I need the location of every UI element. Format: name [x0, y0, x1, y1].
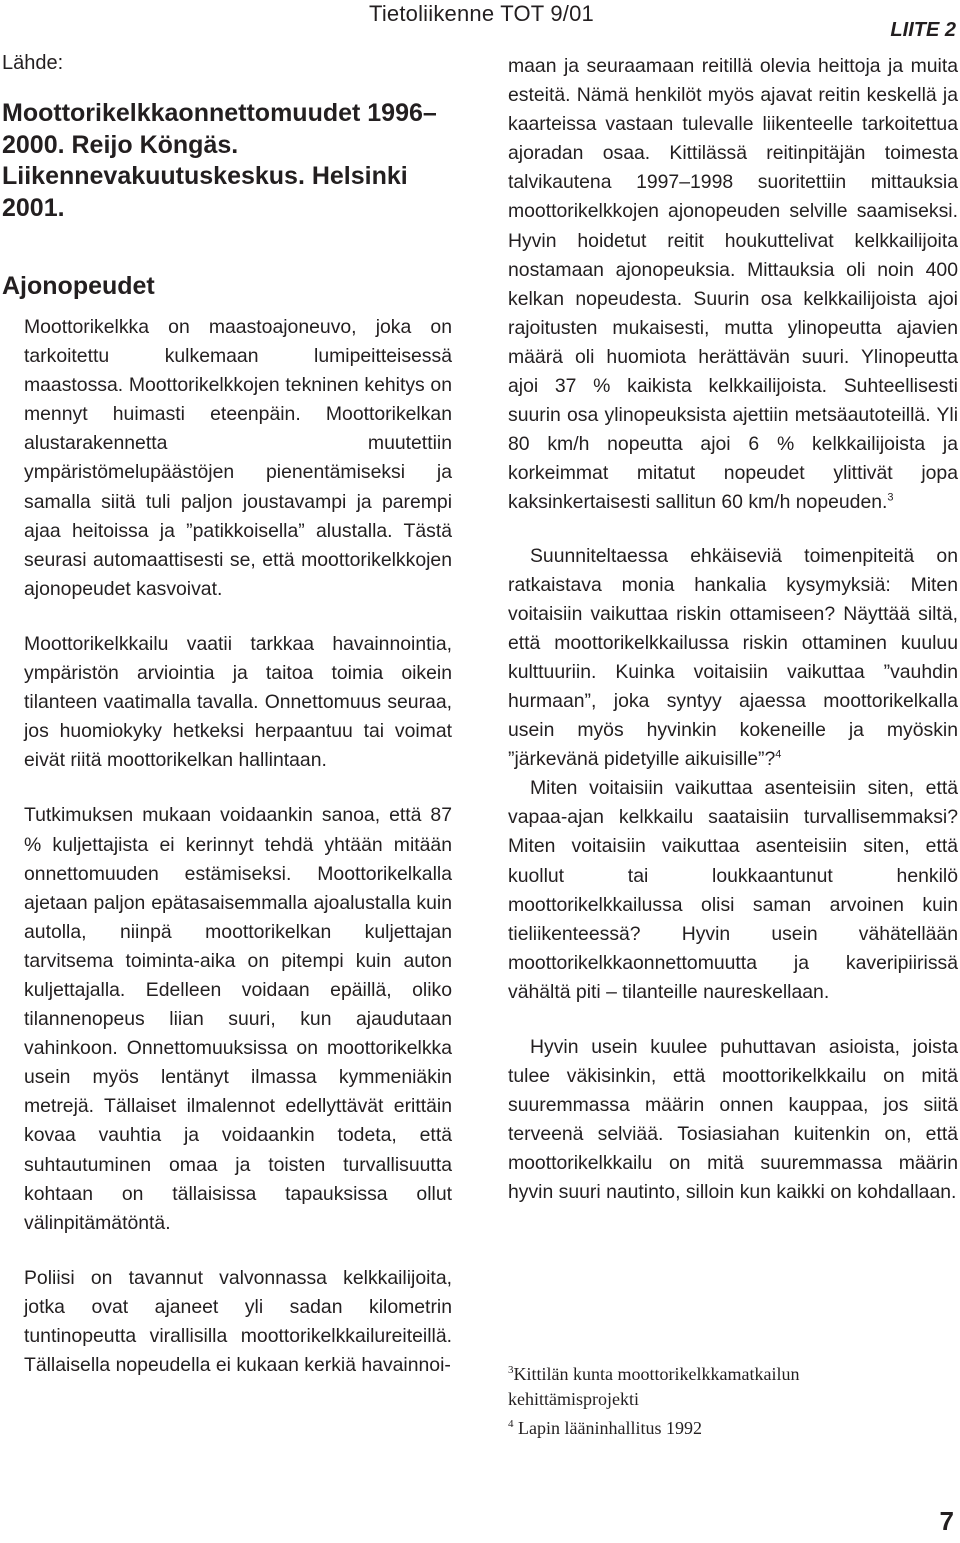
footnote-3	[508, 1358, 858, 1412]
footnote-4-mark: 4	[508, 1418, 514, 1430]
right-paragraph-3: Miten voitaisiin vaikuttaa asenteisiin siten, että vapaa-ajan kelkkailu saataisiin turvallisemmaksi? Miten voitaisiin vaikuttaa asenteisiin siten, että kuollut tai loukkaantunut henkilö moottorikelkkailussa olisi saman arvoinen kuin tieliikenteessä? Hyvin usein vähätellään moottorikelkkaonnettomuutta ja kaveripiirissä vähältä piti – tilanteille naureskellaan.	[508, 777, 958, 1003]
footnote-4-text: Lapin lääninhallitus 1992	[518, 1418, 702, 1438]
page-number: 7	[939, 1506, 954, 1536]
footnote-3-text: Kittilän kunta moottorikelkkamatkailun kehittämisprojekti	[508, 1364, 800, 1409]
footnote-4	[508, 1412, 858, 1441]
right-paragraph-4: Hyvin usein kuulee puhuttavan asioista, joista tulee väkisinkin, että moottorikelkkailu on mitä suuremmassa määrin onnen kauppaa, jos siitä terveenä selviää. Tosiasiahan kuitenkin on, että moottorikelkkailu on mitä suuremmassa määrin hyvin suuri nautinto, silloin kun kaikki on kohdallaan.	[508, 1036, 958, 1204]
appendix-label: LIITE 2	[890, 19, 956, 41]
running-header-title: Tietoliikenne TOT 9/01	[369, 1, 594, 26]
left-column	[2, 50, 452, 1380]
left-paragraph-3: Tutkimuksen mukaan voidaankin sanoa, että 87 % kuljettajista ei kerinnyt tehdä yhtään mitään onnettomuuden estämiseksi. Moottorikelkalla ajetaan paljon epätasaisemmalla ajoalustalla kuin autolla, niinpä moottorikelkan kuljettajan tarvitsema toiminta-aika on pitempi kuin auton kuljettajalla. Edelleen voidaan epäillä, oliko tilannenopeus liian suuri, kun ajaudutaan vahinkoon. Onnettomuuksissa on moottorikelkka usein myös lentänyt ilmassa kymmeniäkin metrejä. Tällaiset ilmalennot edellyttävät erittäin kovaa vauhtia ja voidaankin todeta, että suhtautuminen omaa ja toisten turvallisuutta kohtaan on tällaisissa tapauksissa ollut välinpitämätöntä.	[24, 804, 452, 1234]
footnote-ref-3: 3	[887, 491, 894, 504]
left-paragraph-2: Moottorikelkkailu vaatii tarkkaa havainnointia, ympäristön arviointia ja taitoa toimia oikein tilanteen vaatimalla tavalla. Onnettomuus seuraa, jos huomiokyky hetkeksi herpaantuu tai voimat eivät riitä moottorikelkan hallintaan.	[24, 632, 452, 772]
right-column	[508, 52, 958, 1208]
left-paragraph-1: Moottorikelkka on maastoajoneuvo, joka on tarkoitettu kulkemaan lumipeitteisessä maastossa. Moottorikelkkojen tekninen kehitys on mennyt huimasti eteenpäin. Moottorikelkan alustarakennetta muutettiin ympäristömelupäästöjen pienentämiseksi ja samalla siitä tuli paljon joustavampi ja parempi ajaa heitoissa ja ”patikkoisella” alustalla. Tästä seurasi automaattisesti se, että moottorikelkkojen ajonopeudet kasvoivat.	[24, 316, 452, 600]
footnote-ref-4: 4	[775, 748, 782, 761]
footnote-3-mark: 3	[508, 1364, 514, 1376]
right-paragraph-2	[508, 542, 958, 775]
section-heading: Ajonopeudet	[2, 272, 155, 300]
right-paragraph-1-text: maan ja seuraamaan reitillä olevia heittoja ja muita esteitä. Nämä henkilöt myös ajavat reitin keskellä ja kaarteissa vastaan tulevalle liikenteelle tarkoitettua ajoradan osaa. Kittilässä reitinpitäjän toimesta talvikautena 1997–1998 suoritettiin mittauksia moottorikelkkojen ajonopeuden selville saamiseksi. Hyvin hoidetut reitit houkuttelivat kelkkailijoita nostamaan ajonopeuksia. Mittauksia oli noin 400 kelkan nopeudesta. Suurin osa kelkkailijoista ajoi rajoitusten mukaisesti, mutta ylinopeutta ajavien määrä oli huomiota herättävän suuri. Ylinopeutta ajoi 37 % kaikista kelkkailijoista. Suhteellisesti suurin osa ylinopeuksista ajettiin metsäautoteillä. Yli 80 km/h nopeutta ajoi 6 % kelkkailijoista ja korkeimmat mitatut nopeudet ylittivät jopa kaksinkertaisesti sallitun 60 km/h nopeuden.	[508, 55, 958, 514]
footnotes	[508, 1358, 858, 1441]
right-paragraph-1	[508, 52, 958, 518]
right-paragraph-2-text: Suunniteltaessa ehkäiseviä toimenpiteitä on ratkaistava monia hankalia kysymyksiä: Miten voitaisiin vaikuttaa riskin ottamiseen? Näyttää siltä, että moottorikelkkailussa riskin ottaminen kuuluu kulttuuriin. Kuinka voitaisiin vaikuttaa ”vauhdin hurmaan”, joka syntyy ajaessa moottorikelkalla usein myös hyvinkin kokeneille ja myöskin ”järkevänä pidetyille aikuisille”?	[508, 544, 958, 771]
source-label: Lähde:	[2, 52, 64, 74]
source-title: Moottorikelkkaonnettomuudet 1996–2000. Reijo Köngäs. Liikennevakuutuskeskus. Helsinki 2001.	[2, 99, 437, 222]
left-paragraph-4: Poliisi on tavannut valvonnassa kelkkailijoita, jotka ovat ajaneet yli sadan kilometrin tuntinopeutta virallisilla moottorikelkkailureiteillä. Tällaisella nopeudella ei kukaan kerkiä havainnoi-	[24, 1266, 452, 1377]
